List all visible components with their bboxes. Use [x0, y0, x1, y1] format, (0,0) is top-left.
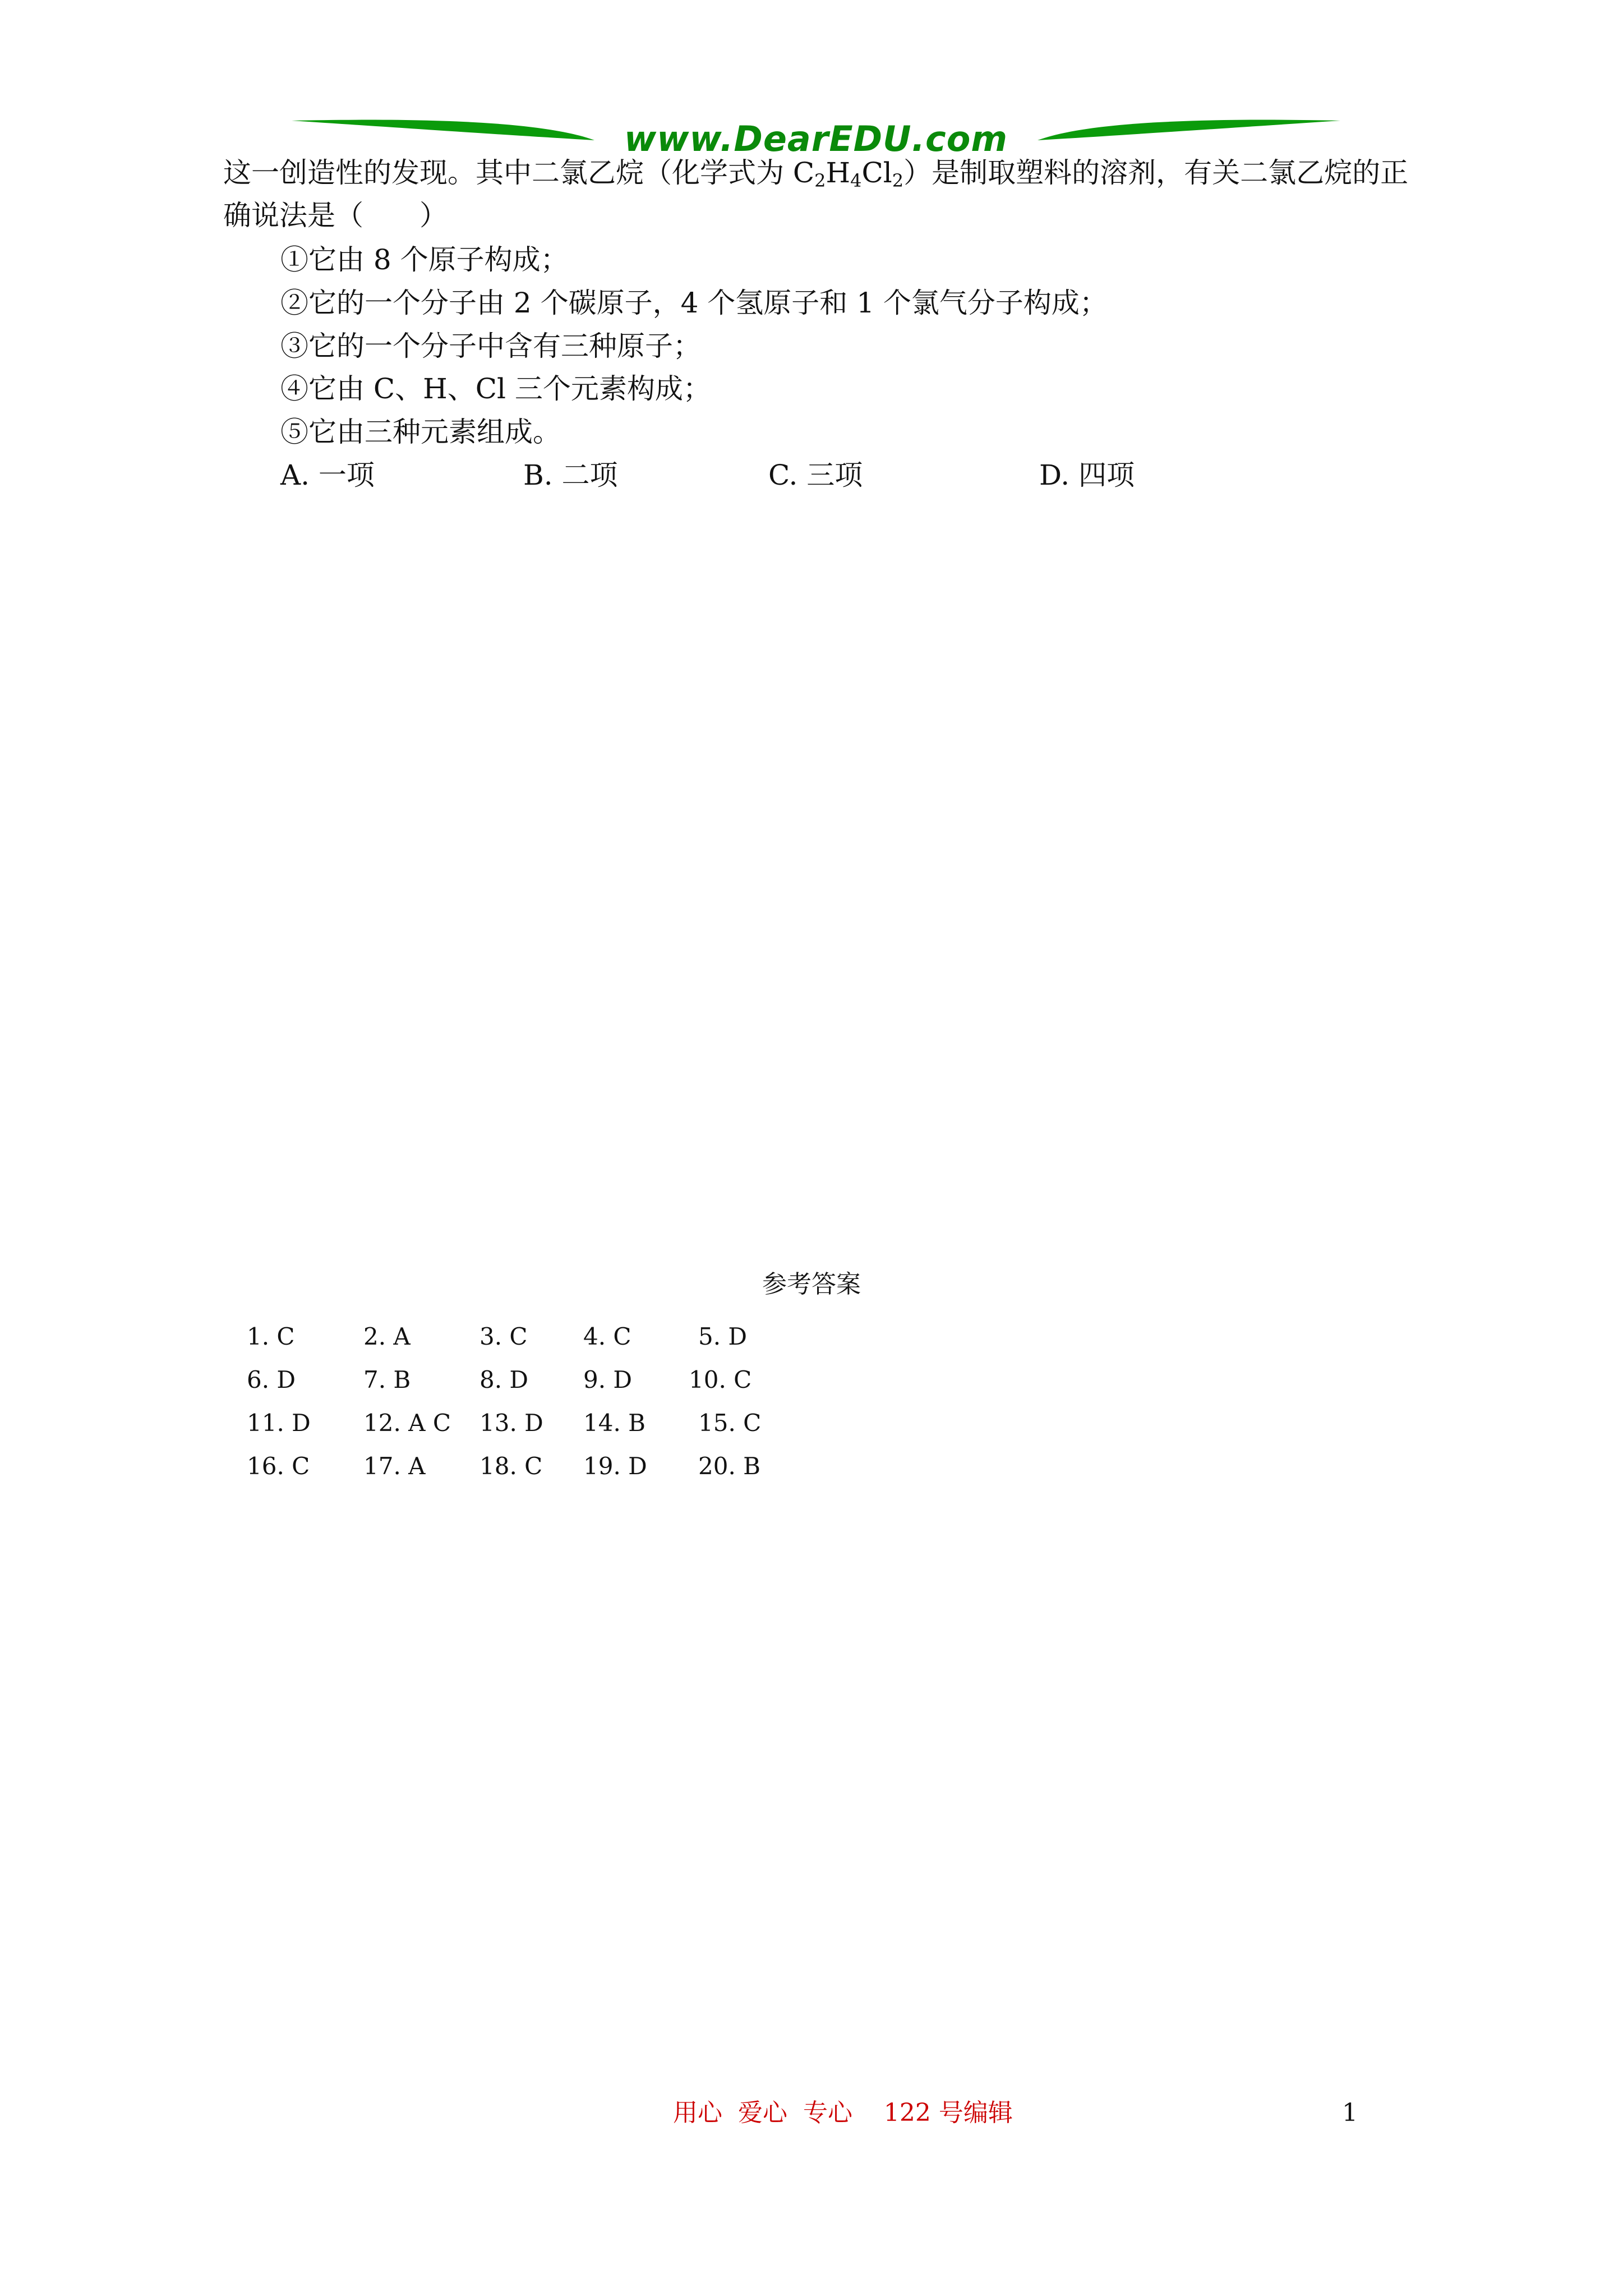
answer-2: 2. A [363, 1323, 411, 1350]
answer-16: 16. C [247, 1452, 310, 1480]
option-c: C. 三项 [768, 459, 863, 491]
answer-19: 19. D [583, 1452, 647, 1480]
formula-part-cl: Cl [861, 157, 892, 189]
question-line1-post: ）是制取塑料的溶剂，有关二氯乙烷的正 [903, 157, 1409, 189]
statement-2: ②它的一个分子由 2 个碳原子，4 个氢原子和 1 个氯气分子构成； [280, 287, 1108, 319]
answer-3: 3. C [479, 1323, 528, 1350]
answer-20: 20. B [698, 1452, 761, 1480]
answer-10: 10. C [689, 1366, 752, 1393]
statement-1: ①它由 8 个原子构成； [280, 243, 569, 276]
question-line-1 [223, 157, 1409, 191]
question-line-2: 确说法是（ ） [223, 199, 448, 232]
logo-text: www.DearEDU.com [624, 118, 1008, 159]
formula-sub-3: 2 [892, 170, 904, 191]
answer-4: 4. C [583, 1323, 631, 1350]
option-d: D. 四项 [1039, 459, 1135, 491]
header-logo [292, 115, 1340, 163]
answer-8: 8. D [479, 1366, 529, 1393]
answer-18: 18. C [479, 1452, 543, 1480]
formula-part-h: H [826, 157, 851, 189]
option-b: B. 二项 [523, 459, 618, 491]
answer-14: 14. B [583, 1409, 646, 1437]
formula-sub-1: 2 [814, 170, 826, 191]
question-line1-pre: 这一创造性的发现。其中二氯乙烷（化学式为 C [223, 157, 815, 189]
answer-17: 17. A [363, 1452, 426, 1480]
option-a: A. 一项 [280, 459, 375, 491]
answer-11: 11. D [247, 1409, 311, 1437]
answer-5: 5. D [698, 1323, 748, 1350]
formula-sub-2: 4 [850, 170, 862, 191]
statement-3: ③它的一个分子中含有三种原子； [280, 330, 701, 362]
answer-12: 12. A C [363, 1409, 451, 1437]
answer-7: 7. B [363, 1366, 411, 1393]
statement-4: ④它由 C、H、Cl 三个元素构成； [280, 372, 711, 405]
answer-6: 6. D [247, 1366, 296, 1393]
page-number: 1 [1342, 2099, 1358, 2127]
answer-13: 13. D [479, 1409, 543, 1437]
answers-title: 参考答案 [762, 1270, 861, 1299]
answer-15: 15. C [698, 1409, 762, 1437]
answer-9: 9. D [583, 1366, 633, 1393]
footer-text: 用心 爱心 专心 122 号编辑 [673, 2099, 1013, 2127]
answer-1: 1. C [247, 1323, 295, 1350]
statement-5: ⑤它由三种元素组成。 [280, 416, 561, 448]
